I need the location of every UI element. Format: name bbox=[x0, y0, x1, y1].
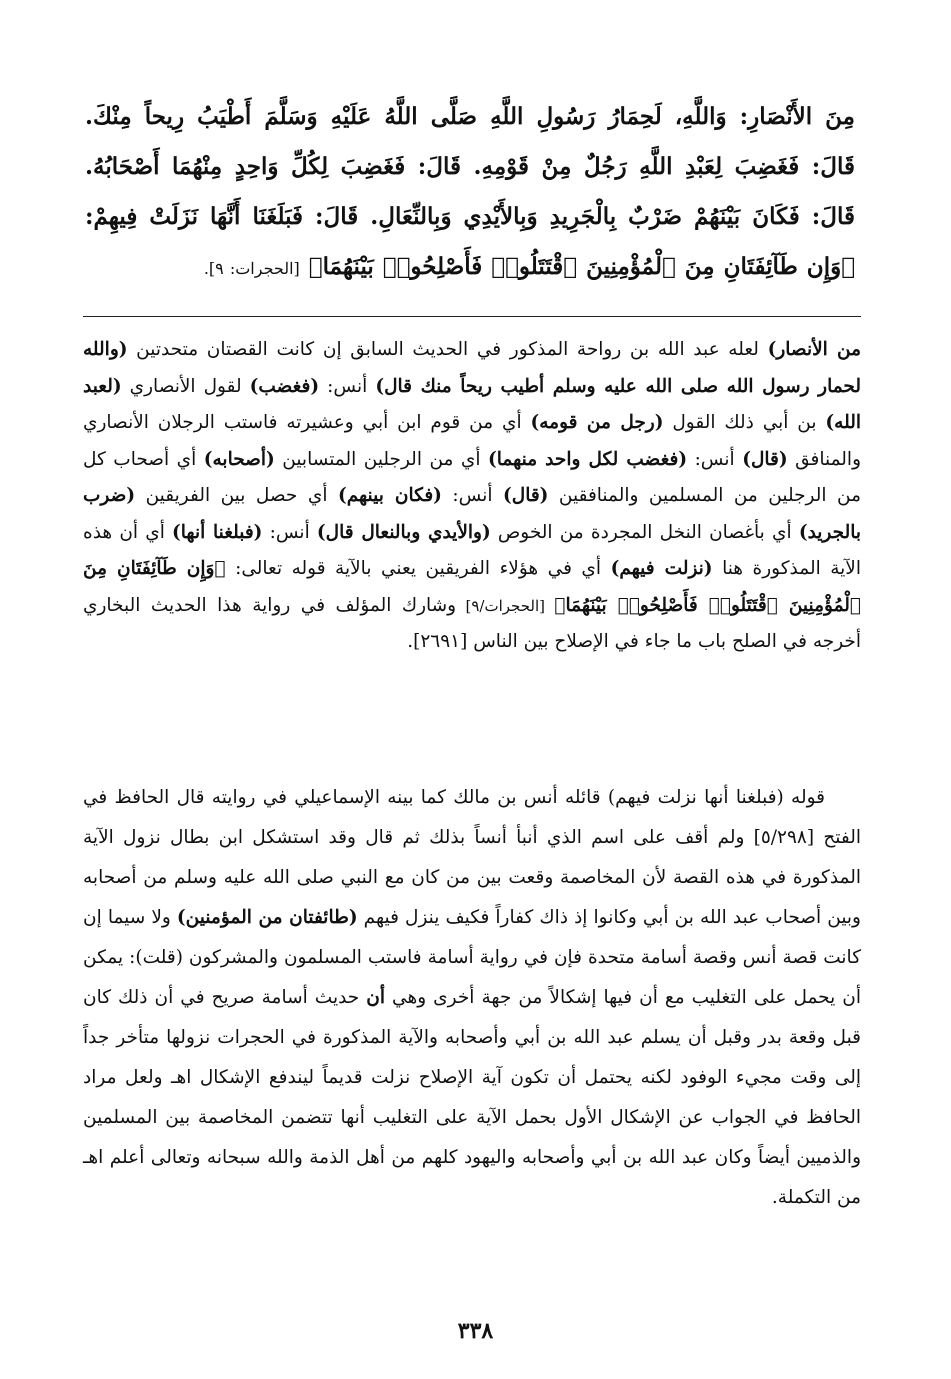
commentary-span: أي من قوم ابن أبي وعشيرته فاستب الرجلان الأنصاري والمنافق bbox=[83, 412, 862, 470]
commentary-span: أي حصل بين الفريقين bbox=[135, 485, 338, 506]
verse-reference: [الحجرات: ٩]. bbox=[203, 259, 300, 278]
commentary-term: (فبلغنا أنها) bbox=[172, 521, 263, 543]
commentary-term: (رجل من قومه) bbox=[530, 412, 664, 433]
commentary-term: (ضرب بالجريد) bbox=[83, 485, 861, 543]
commentary-term: (نزلت فيهم) bbox=[610, 558, 713, 579]
note-term: أن bbox=[366, 987, 386, 1008]
commentary-term: من الأنصار) bbox=[767, 339, 862, 360]
hadith-line-1: مِنَ الأَنْصَارِ: وَاللَّهِ، لَحِمَارُ رَسُولِ اللَّهِ صَلَّى اللَّهُ عَلَيْهِ وَسَلَّمَ أَطْيَبُ رِيحاً مِنْكَ. bbox=[85, 103, 855, 130]
commentary-span: لعله عبد الله بن رواحة المذكور في الحديث السابق إن كانت القصتان متحدتين bbox=[127, 339, 768, 360]
note-span: قوله (فبلغنا أنها نزلت فيهم) قائله أنس بن مالك كما بينه الإسماعيلي في روايته قال الحافظ في الفتح [٥/٢٩٨] ولم أقف على اسم الذي أنبأ أنساً بذلك ثم قال وقد استشكل ابن بطال نزول الآية المذكورة في هذه القصة لأن المخاصمة وقعت بين من كان مع النبي صلى الله عليه وسلم من أصحابه وبين أصحاب عبد الله بن أبي وكانوا إذ ذاك كفاراً فكيف ينزل فيهم bbox=[83, 787, 861, 928]
commentary-span: أي في هؤلاء الفريقين يعني بالآية قوله تعالى: bbox=[225, 558, 611, 579]
commentary-term: (فكان بينهم) bbox=[337, 485, 442, 506]
hadith-text bbox=[85, 92, 855, 294]
commentary-span: أنس: bbox=[262, 521, 317, 543]
commentary-term: (قال) bbox=[503, 485, 549, 506]
quran-verse: ﴿وَإِن طَآئِفَتَانِ مِنَ ٱلْمُؤْمِنِينَ ٱقْتَتَلُوا۟ فَأَصْلِحُوا۟ بَيْنَهُمَا﴾ bbox=[83, 558, 862, 616]
commentary-span: بن أبي ذلك القول bbox=[663, 412, 826, 433]
note-text bbox=[83, 778, 861, 1218]
commentary-span: أنس: bbox=[687, 448, 743, 470]
commentary-span: أي من الرجلين المتسابين bbox=[274, 448, 489, 470]
commentary-span: وشارك المؤلف في رواية هذا الحديث البخاري أخرجه في الصلح باب ما جاء في الإصلاح بين الناس [٢٦٩١]. bbox=[83, 594, 861, 652]
commentary-span: لقول الأنصاري bbox=[121, 375, 250, 397]
note-span: حديث أسامة صريح في أن ذلك كان قبل وقعة بدر وقبل أن يسلم عبد الله بن أبي وأصحابه والآية المذكورة في الحجرات نزولها متأخر جداً إلى وقت مجيء الوفود لكنه يحتمل أن تكون آية الإصلاح نزلت قديماً ليندفع الإشكال اهـ ولعل مراد الحافظ في الجواب عن الإشكال الأول بحمل الآية على التغليب أنها تتضمن المخاصمة بين المسلمين والذميين أيضاً وكان عبد الله بن أبي وأصحابه واليهود كلهم من أهل الذمة والله سبحانه وتعالى أعلم اهـ من التكملة. bbox=[83, 987, 861, 1208]
verse-reference: [الحجرات/٩] bbox=[456, 596, 555, 615]
commentary-text bbox=[83, 332, 861, 661]
commentary-term: (فغضب) bbox=[249, 375, 320, 397]
hadith-line-3: قَالَ: فَكَانَ بَيْنَهُمْ ضَرْبٌ بِالْجَرِيدِ وَبِالأَيْدِي وَبِالنِّعَالِ. قَالَ: فَبَلَغَنَا أَنَّهَا نَزَلَتْ فِيهِمْ: bbox=[85, 203, 855, 230]
commentary-span: أنس: bbox=[441, 485, 503, 506]
commentary-span: أي بأغصان النخل المجردة من الخوص bbox=[490, 521, 799, 543]
footnote-divider bbox=[83, 316, 861, 317]
commentary-span: أي أن هذه الآية المذكورة هنا bbox=[83, 521, 861, 579]
note-span: ولا سيما إن كانت قصة أنس وقصة أسامة متحدة فإن في رواية أسامة فاستب المسلمون والمشركون (قلت): يمكن أن يحمل على التغليب مع أن فيها إشكالاً من جهة أخرى وهي bbox=[83, 907, 861, 1008]
commentary-term: (قال) bbox=[742, 448, 788, 470]
commentary-span: أي أصحاب كل من الرجلين من المسلمين والمنافقين bbox=[83, 448, 861, 506]
page-number: ٣٣٨ bbox=[457, 1318, 494, 1344]
quran-verse: ﴿وَإِن طَآئِفَتَانِ مِنَ ٱلْمُؤْمِنِينَ ٱقْتَتَلُوا۟ فَأَصْلِحُوا۟ بَيْنَهُمَا﴾ bbox=[308, 253, 855, 280]
commentary-span: أنس: bbox=[319, 375, 376, 397]
commentary-term: (والله لحمار رسول الله صلى الله عليه وسلم أطيب ريحاً منك قال) bbox=[83, 339, 861, 397]
commentary-term: (والأيدي وبالنعال قال) bbox=[316, 521, 491, 543]
commentary-term: (أصحابه) bbox=[203, 448, 275, 470]
commentary-term: (لعبد الله) bbox=[83, 375, 861, 433]
commentary-term: (فغضب لكل واحد منهما) bbox=[488, 448, 688, 470]
note-term: (طائفتان من المؤمنين) bbox=[176, 907, 358, 928]
hadith-line-2: قَالَ: فَغَضِبَ لِعَبْدِ اللَّهِ رَجُلٌ مِنْ قَوْمِهِ. قَالَ: فَغَضِبَ لِكُلِّ وَاحِدٍ مِنْهُمَا أَصْحَابُهُ. bbox=[85, 153, 855, 180]
